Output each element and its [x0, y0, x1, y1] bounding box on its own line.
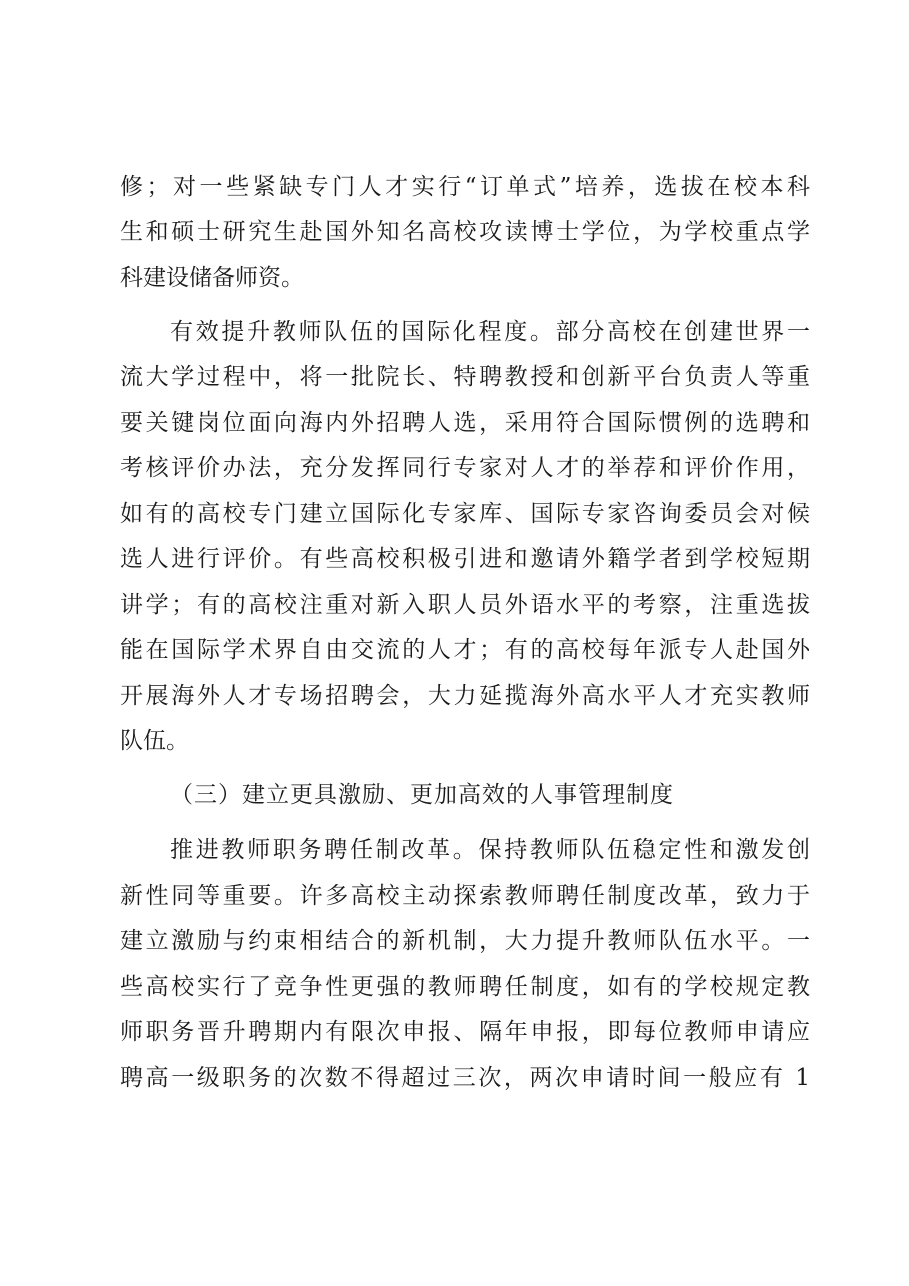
- text-line: 生和硕士研究生赴国外知名高校攻读博士学位，为学校重点学: [120, 219, 810, 245]
- text-line: 讲学；有的高校注重对新入职人员外语水平的考察，注重选拔: [120, 592, 810, 618]
- text-line: 选人进行评价。有些高校积极引进和邀请外籍学者到学校短期: [120, 546, 810, 572]
- text-line: 流大学过程中，将一批院长、特聘教授和创新平台负责人等重: [120, 364, 810, 390]
- text-line: 些高校实行了竞争性更强的教师聘任制度，如有的学校规定教: [120, 974, 810, 1000]
- text-line: 能在国际学术界自由交流的人才；有的高校每年派专人赴国外: [120, 637, 810, 663]
- text-line: 科建设储备师资。: [120, 265, 304, 291]
- text-line: 开展海外人才专场招聘会，大力延揽海外高水平人才充实教师: [120, 683, 810, 709]
- text-line: 如有的高校专门建立国际化专家库、国际专家咨询委员会对候: [120, 501, 810, 527]
- text-line: 聘高一级职务的次数不得超过三次，两次申请时间一般应有 1: [120, 1065, 810, 1091]
- text-line: 建立激励与约束相结合的新机制，大力提升教师队伍水平。一: [120, 928, 810, 954]
- text-line: 考核评价办法，充分发挥同行专家对人才的举荐和评价作用，: [120, 455, 810, 481]
- text-line: 修；对一些紧缺专门人才实行“订单式”培养，选拔在校本科: [120, 174, 810, 200]
- paragraph-first-line: 推进教师职务聘任制改革。保持教师队伍稳定性和激发创: [170, 837, 810, 863]
- section-heading: （三）建立更具激励、更加高效的人事管理制度: [170, 782, 674, 808]
- text-line: 队伍。: [120, 728, 189, 754]
- text-line: 师职务晋升聘期内有限次申报、隔年申报，即每位教师申请应: [120, 1019, 810, 1045]
- text-line: 要关键岗位面向海内外招聘人选，采用符合国际惯例的选聘和: [120, 410, 810, 436]
- paragraph-first-line: 有效提升教师队伍的国际化程度。部分高校在创建世界一: [170, 319, 810, 345]
- text-line: 新性同等重要。许多高校主动探索教师聘任制度改革，致力于: [120, 883, 810, 909]
